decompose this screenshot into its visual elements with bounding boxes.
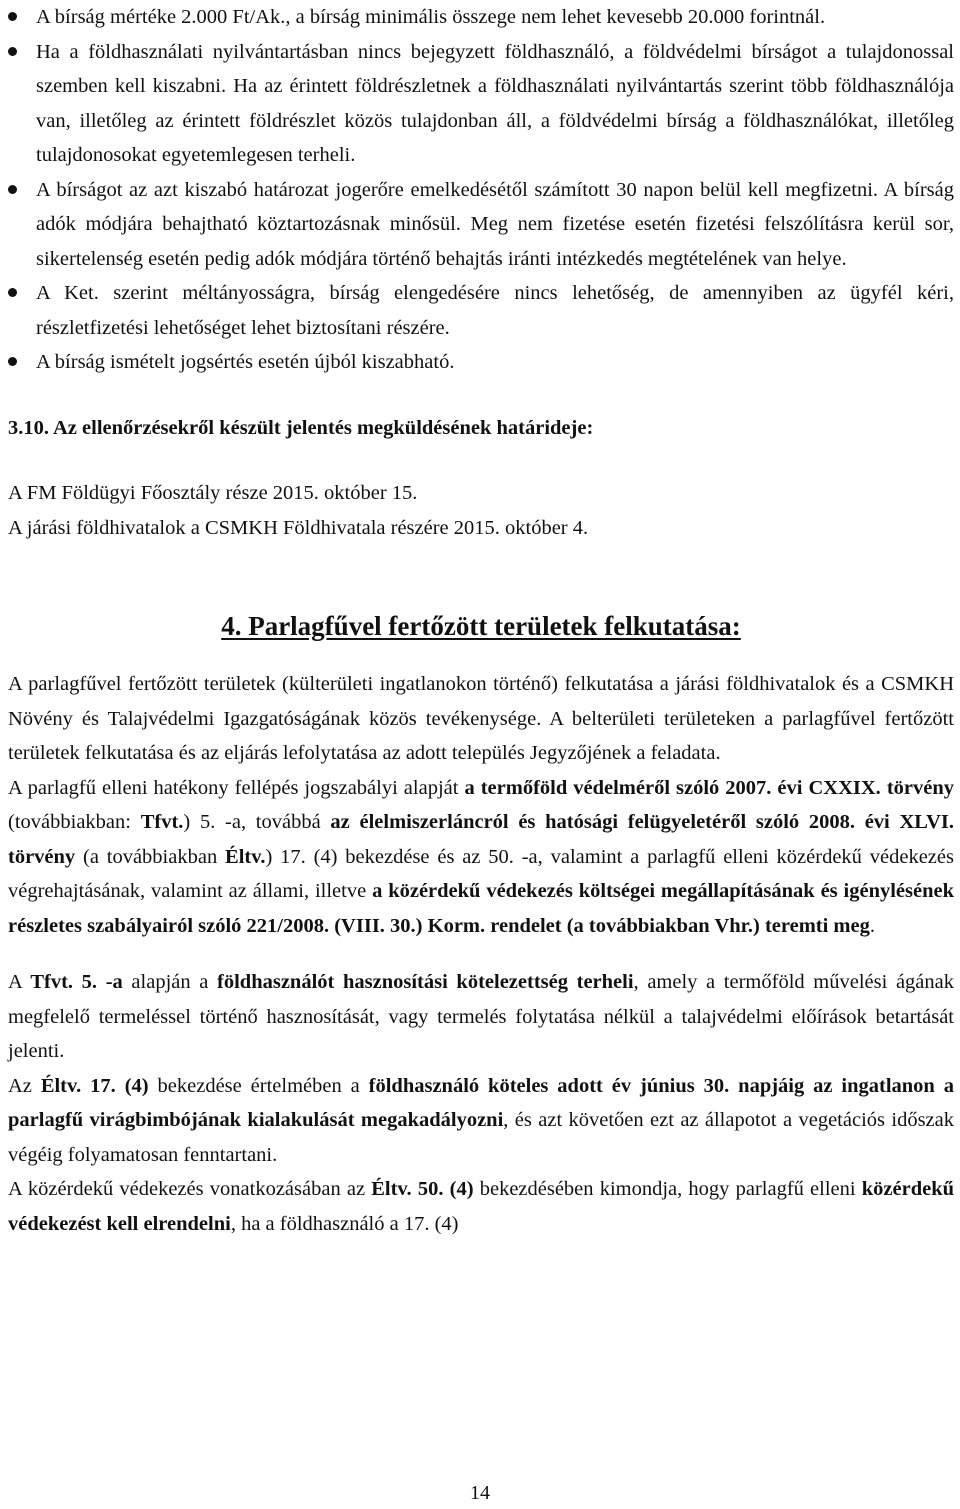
page-number: 14 xyxy=(470,1482,490,1504)
paragraph-4: Az Éltv. 17. (4) bekezdése értelmében a földhasználó köteles adott év június 30. napjáig az ingatlanon a parlagfű virágbimbójának kialakulását megakadályozni, és azt követően ezt az állapotot a vegetációs időszak végéig folyamatosan fenntartani. xyxy=(8,1074,954,1166)
section-heading-3-10: 3.10. Az ellenőrzésekről készült jelentés megküldésének határideje: xyxy=(8,416,594,439)
deadline-fm: A FM Földügyi Főosztály része 2015. október 15. xyxy=(8,482,418,504)
bullet-icon xyxy=(8,185,17,194)
list-item: A bírság mértéke 2.000 Ft/Ak., a bírság minimális összege nem lehet kevesebb 20.000 forintnál. xyxy=(8,0,954,35)
section-heading-4: 4. Parlagfűvel fertőzött területek felkutatása: xyxy=(221,611,741,641)
bullet-icon xyxy=(8,12,17,21)
bullet-icon xyxy=(8,288,17,297)
list-item: Ha a földhasználati nyilvántartásban nincs bejegyzett földhasználó, a földvédelmi bírságot a tulajdonossal szemben kell kiszabni. Ha az érintett földrészletnek a földhasználati nyilvántartás szerint több földhasználója van, illetőleg az érintett földrészlet közös tulajdonban áll, a földvédelmi bírság a földhasználókat, illetőleg tulajdonosokat egyetemlegesen terheli. xyxy=(8,35,954,173)
paragraph-3: A Tfvt. 5. -a alapján a földhasználót hasznosítási kötelezettség terheli, amely a termőföld művelési ágának megfelelő termeléssel történő hasznosítását, vagy termelés folytatása nélkül a talajvédelmi előírások betartását jelenti. xyxy=(8,971,954,1062)
list-item: A Ket. szerint méltányosságra, bírság elengedésére nincs lehetőség, de amennyiben az ügyfél kéri, részletfizetési lehetőséget lehet biztosítani részére. xyxy=(8,276,954,345)
list-item: A bírság ismételt jogsértés esetén újból kiszabható. xyxy=(8,345,954,380)
bullet-list xyxy=(8,0,954,380)
deadline-jarasi: A járási földhivatalok a CSMKH Földhivatala részére 2015. október 4. xyxy=(8,516,589,539)
paragraph-5: A közérdekű védekezés vonatkozásában az Éltv. 50. (4) bekezdésében kimondja, hogy parlagfű elleni közérdekű védekezést kell elrendelni, ha a földhasználó a 17. (4) xyxy=(8,1178,955,1235)
paragraph-2: A parlagfű elleni hatékony fellépés jogszabályi alapját a termőföld védelméről szóló 2007. évi CXXIX. törvény (továbbiakban: Tfvt.) 5. -a, továbbá az élelmiszerláncról és hatósági felügyeletéről szóló 2008. évi XLVI. törvény (a továbbiakban Éltv.) 17. (4) bekezdése és az 50. -a, valamint a parlagfű elleni közérdekű védekezés végrehajtásának, valamint az állami, illetve a közérdekű védekezés költségei megállapításának és igénylésének részletes szabályairól szóló 221/2008. (VIII. 30.) Korm. rendelet (a továbbiakban Vhr.) teremti meg. xyxy=(8,776,954,937)
list-item: A bírságot az azt kiszabó határozat jogerőre emelkedésétől számított 30 napon belül kell megfizetni. A bírság adók módjára behajtható köztartozásnak minősül. Meg nem fizetése esetén fizetési felszólításra kerül sor, sikertelenség esetén pedig adók módjára történő behajtás iránti intézkedés megtételének van helye. xyxy=(8,173,954,277)
document-page xyxy=(8,0,954,1241)
bullet-icon xyxy=(8,357,17,366)
bullet-icon xyxy=(8,47,17,56)
deadlines xyxy=(8,476,954,545)
paragraph-1: A parlagfűvel fertőzött területek (külterületi ingatlanokon történő) felkutatása a járási földhivatalok és a CSMKH Növény és Talajvédelmi Igazgatóságának közös tevékenysége. A belterületi területeken a parlagfűvel fertőzött területek felkutatása és az eljárás lefolytatása az adott település Jegyzőjének a feladata. xyxy=(8,673,954,764)
